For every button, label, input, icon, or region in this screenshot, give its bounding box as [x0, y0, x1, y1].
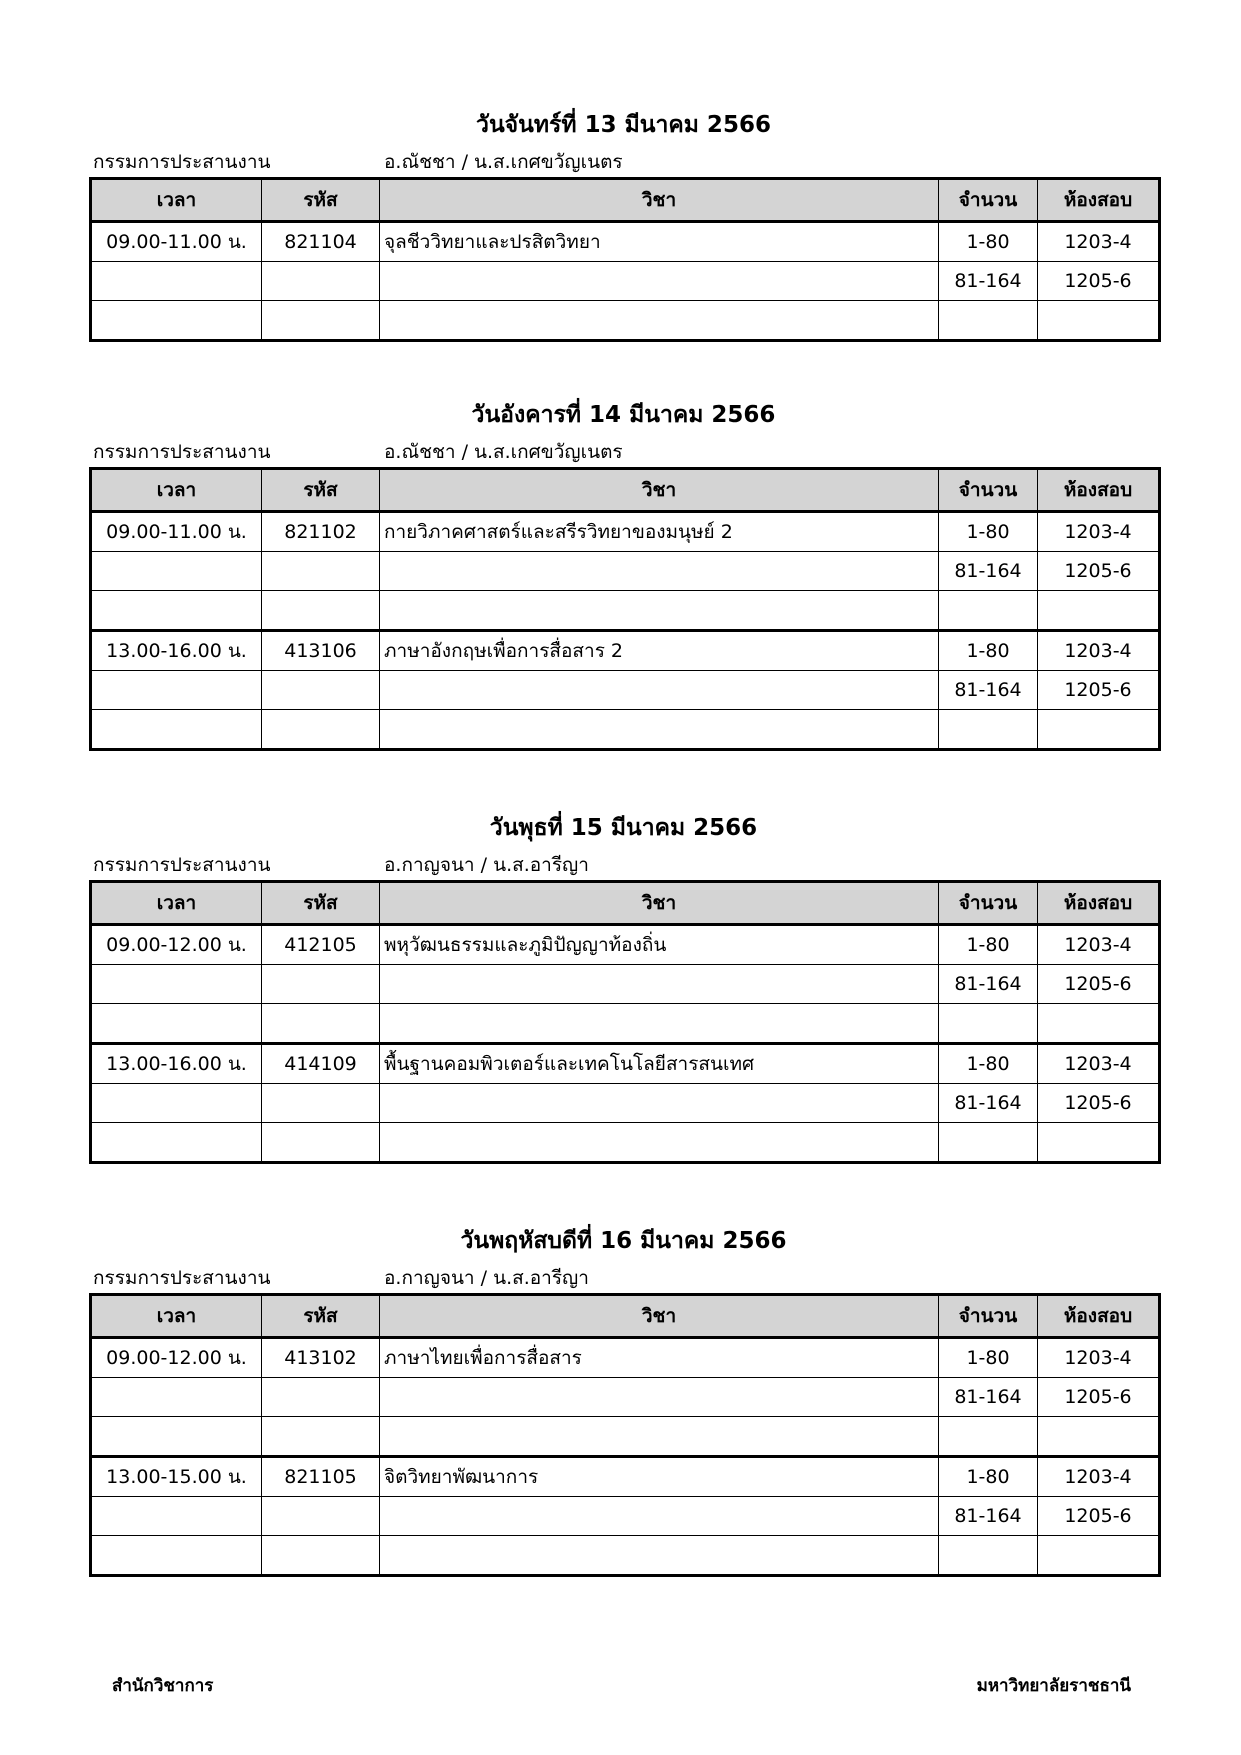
schedule-table — [89, 467, 1161, 751]
committee-line — [89, 147, 1158, 177]
room-cell: 1205-6 — [1038, 1378, 1160, 1417]
table-row — [91, 925, 1160, 965]
room-cell — [1038, 1004, 1160, 1044]
committee-names: อ.ณัชชา / น.ส.เกศขวัญเนตร — [384, 441, 623, 463]
table-row — [91, 301, 1160, 341]
count-cell: 1-80 — [939, 1044, 1038, 1084]
subject-cell — [380, 1536, 939, 1576]
table-row — [91, 1417, 1160, 1457]
subject-cell: พหุวัฒนธรรมและภูมิปัญญาท้องถิ่น — [380, 925, 939, 965]
committee-names: อ.กาญจนา / น.ส.อารีญา — [384, 854, 589, 876]
header-subject: วิชา — [380, 1295, 939, 1338]
time-cell: 09.00-11.00 น. — [91, 512, 262, 552]
committee-label: กรรมการประสานงาน — [93, 1267, 271, 1289]
time-cell: 09.00-12.00 น. — [91, 1338, 262, 1378]
table-row — [91, 1044, 1160, 1084]
subject-cell — [380, 301, 939, 341]
time-cell — [91, 552, 262, 591]
day-title: วันจันทร์ที่ 13 มีนาคม 2566 — [476, 112, 771, 138]
count-cell: 81-164 — [939, 552, 1038, 591]
committee-names: อ.ณัชชา / น.ส.เกศขวัญเนตร — [384, 151, 623, 173]
committee-label: กรรมการประสานงาน — [93, 441, 271, 463]
subject-cell — [380, 1417, 939, 1457]
table-body — [91, 222, 1160, 341]
table-row — [91, 671, 1160, 710]
time-cell — [91, 1004, 262, 1044]
header-row — [91, 1295, 1160, 1338]
table-row — [91, 631, 1160, 671]
room-cell — [1038, 1417, 1160, 1457]
time-cell: 13.00-16.00 น. — [91, 631, 262, 671]
time-cell — [91, 1123, 262, 1163]
room-cell: 1203-4 — [1038, 1457, 1160, 1497]
code-cell — [262, 1084, 380, 1123]
time-cell — [91, 671, 262, 710]
room-cell: 1205-6 — [1038, 671, 1160, 710]
table-row — [91, 1004, 1160, 1044]
count-cell: 1-80 — [939, 222, 1038, 262]
day-section — [89, 808, 1158, 1164]
room-cell: 1203-4 — [1038, 222, 1160, 262]
table-row — [91, 1536, 1160, 1576]
count-cell — [939, 1536, 1038, 1576]
subject-cell — [380, 1004, 939, 1044]
time-cell — [91, 1497, 262, 1536]
header-time: เวลา — [91, 469, 262, 512]
room-cell — [1038, 591, 1160, 631]
code-cell: 414109 — [262, 1044, 380, 1084]
subject-cell: จุลชีววิทยาและปรสิตวิทยา — [380, 222, 939, 262]
table-row — [91, 1084, 1160, 1123]
subject-cell: ภาษาอังกฤษเพื่อการสื่อสาร 2 — [380, 631, 939, 671]
committee-line — [89, 1263, 1158, 1293]
day-section — [89, 395, 1158, 751]
room-cell: 1205-6 — [1038, 1084, 1160, 1123]
time-cell — [91, 262, 262, 301]
code-cell — [262, 1497, 380, 1536]
code-cell — [262, 710, 380, 750]
code-cell: 821105 — [262, 1457, 380, 1497]
code-cell — [262, 965, 380, 1004]
schedule-table — [89, 1293, 1161, 1577]
committee-label: กรรมการประสานงาน — [93, 854, 271, 876]
time-cell — [91, 965, 262, 1004]
table-body — [91, 925, 1160, 1163]
time-cell: 13.00-15.00 น. — [91, 1457, 262, 1497]
room-cell: 1205-6 — [1038, 965, 1160, 1004]
table-row — [91, 965, 1160, 1004]
time-cell: 13.00-16.00 น. — [91, 1044, 262, 1084]
time-cell — [91, 1084, 262, 1123]
subject-cell — [380, 262, 939, 301]
room-cell — [1038, 1536, 1160, 1576]
subject-cell — [380, 552, 939, 591]
table-row — [91, 1378, 1160, 1417]
count-cell: 81-164 — [939, 1378, 1038, 1417]
subject-cell: พื้นฐานคอมพิวเตอร์และเทคโนโลยีสารสนเทศ — [380, 1044, 939, 1084]
subject-cell: ภาษาไทยเพื่อการสื่อสาร — [380, 1338, 939, 1378]
header-code: รหัส — [262, 469, 380, 512]
code-cell — [262, 1417, 380, 1457]
count-cell: 81-164 — [939, 262, 1038, 301]
room-cell: 1205-6 — [1038, 552, 1160, 591]
subject-cell — [380, 1497, 939, 1536]
committee-label: กรรมการประสานงาน — [93, 151, 271, 173]
table-row — [91, 1457, 1160, 1497]
room-cell — [1038, 710, 1160, 750]
schedule-table — [89, 880, 1161, 1164]
day-title: วันพุธที่ 15 มีนาคม 2566 — [489, 815, 758, 841]
schedule-table — [89, 177, 1161, 342]
header-time: เวลา — [91, 1295, 262, 1338]
room-cell: 1203-4 — [1038, 925, 1160, 965]
header-room: ห้องสอบ — [1038, 882, 1160, 925]
subject-cell — [380, 671, 939, 710]
table-body — [91, 512, 1160, 750]
room-cell: 1205-6 — [1038, 1497, 1160, 1536]
day-title: วันพฤหัสบดีที่ 16 มีนาคม 2566 — [460, 1228, 787, 1254]
time-cell — [91, 1536, 262, 1576]
committee-line — [89, 437, 1158, 467]
time-cell — [91, 301, 262, 341]
code-cell — [262, 1378, 380, 1417]
room-cell — [1038, 1123, 1160, 1163]
subject-cell: จิตวิทยาพัฒนาการ — [380, 1457, 939, 1497]
room-cell: 1203-4 — [1038, 1338, 1160, 1378]
day-title: วันอังคารที่ 14 มีนาคม 2566 — [471, 402, 776, 428]
header-subject: วิชา — [380, 179, 939, 222]
count-cell — [939, 710, 1038, 750]
committee-names: อ.กาญจนา / น.ส.อารีญา — [384, 1267, 589, 1289]
subject-cell: กายวิภาคศาสตร์และสรีรวิทยาของมนุษย์ 2 — [380, 512, 939, 552]
subject-cell — [380, 1378, 939, 1417]
table-row — [91, 1497, 1160, 1536]
count-cell — [939, 301, 1038, 341]
count-cell — [939, 591, 1038, 631]
table-row — [91, 262, 1160, 301]
committee-line — [89, 850, 1158, 880]
subject-cell — [380, 965, 939, 1004]
code-cell — [262, 591, 380, 631]
code-cell — [262, 262, 380, 301]
table-row — [91, 552, 1160, 591]
count-cell: 1-80 — [939, 512, 1038, 552]
footer-office: สำนักวิชาการ — [112, 1676, 214, 1696]
subject-cell — [380, 1084, 939, 1123]
code-cell: 413106 — [262, 631, 380, 671]
time-cell: 09.00-12.00 น. — [91, 925, 262, 965]
header-room: ห้องสอบ — [1038, 179, 1160, 222]
header-code: รหัส — [262, 1295, 380, 1338]
day-section — [89, 105, 1158, 342]
subject-cell — [380, 591, 939, 631]
table-row — [91, 1123, 1160, 1163]
header-row — [91, 179, 1160, 222]
header-code: รหัส — [262, 179, 380, 222]
count-cell: 1-80 — [939, 631, 1038, 671]
table-row — [91, 1338, 1160, 1378]
count-cell: 81-164 — [939, 965, 1038, 1004]
header-time: เวลา — [91, 179, 262, 222]
day-section — [89, 1221, 1158, 1577]
header-subject: วิชา — [380, 882, 939, 925]
subject-cell — [380, 1123, 939, 1163]
header-time: เวลา — [91, 882, 262, 925]
code-cell: 821102 — [262, 512, 380, 552]
header-row — [91, 469, 1160, 512]
code-cell — [262, 1123, 380, 1163]
table-body — [91, 1338, 1160, 1576]
count-cell: 81-164 — [939, 1497, 1038, 1536]
count-cell: 1-80 — [939, 1338, 1038, 1378]
table-row — [91, 710, 1160, 750]
header-code: รหัส — [262, 882, 380, 925]
header-subject: วิชา — [380, 469, 939, 512]
count-cell: 1-80 — [939, 925, 1038, 965]
count-cell — [939, 1417, 1038, 1457]
footer-university: มหาวิทยาลัยราชธานี — [976, 1676, 1131, 1696]
time-cell — [91, 1417, 262, 1457]
header-room: ห้องสอบ — [1038, 469, 1160, 512]
table-row — [91, 222, 1160, 262]
code-cell — [262, 552, 380, 591]
code-cell — [262, 1004, 380, 1044]
table-row — [91, 591, 1160, 631]
room-cell: 1203-4 — [1038, 1044, 1160, 1084]
count-cell: 81-164 — [939, 671, 1038, 710]
room-cell: 1203-4 — [1038, 512, 1160, 552]
room-cell: 1203-4 — [1038, 631, 1160, 671]
time-cell — [91, 710, 262, 750]
count-cell: 81-164 — [939, 1084, 1038, 1123]
time-cell — [91, 591, 262, 631]
count-cell — [939, 1004, 1038, 1044]
code-cell — [262, 301, 380, 341]
table-row — [91, 512, 1160, 552]
room-cell — [1038, 301, 1160, 341]
code-cell — [262, 671, 380, 710]
header-count: จำนวน — [939, 179, 1038, 222]
code-cell: 413102 — [262, 1338, 380, 1378]
header-row — [91, 882, 1160, 925]
code-cell: 821104 — [262, 222, 380, 262]
count-cell — [939, 1123, 1038, 1163]
header-count: จำนวน — [939, 882, 1038, 925]
room-cell: 1205-6 — [1038, 262, 1160, 301]
header-count: จำนวน — [939, 469, 1038, 512]
time-cell: 09.00-11.00 น. — [91, 222, 262, 262]
header-room: ห้องสอบ — [1038, 1295, 1160, 1338]
header-count: จำนวน — [939, 1295, 1038, 1338]
count-cell: 1-80 — [939, 1457, 1038, 1497]
code-cell — [262, 1536, 380, 1576]
code-cell: 412105 — [262, 925, 380, 965]
subject-cell — [380, 710, 939, 750]
time-cell — [91, 1378, 262, 1417]
